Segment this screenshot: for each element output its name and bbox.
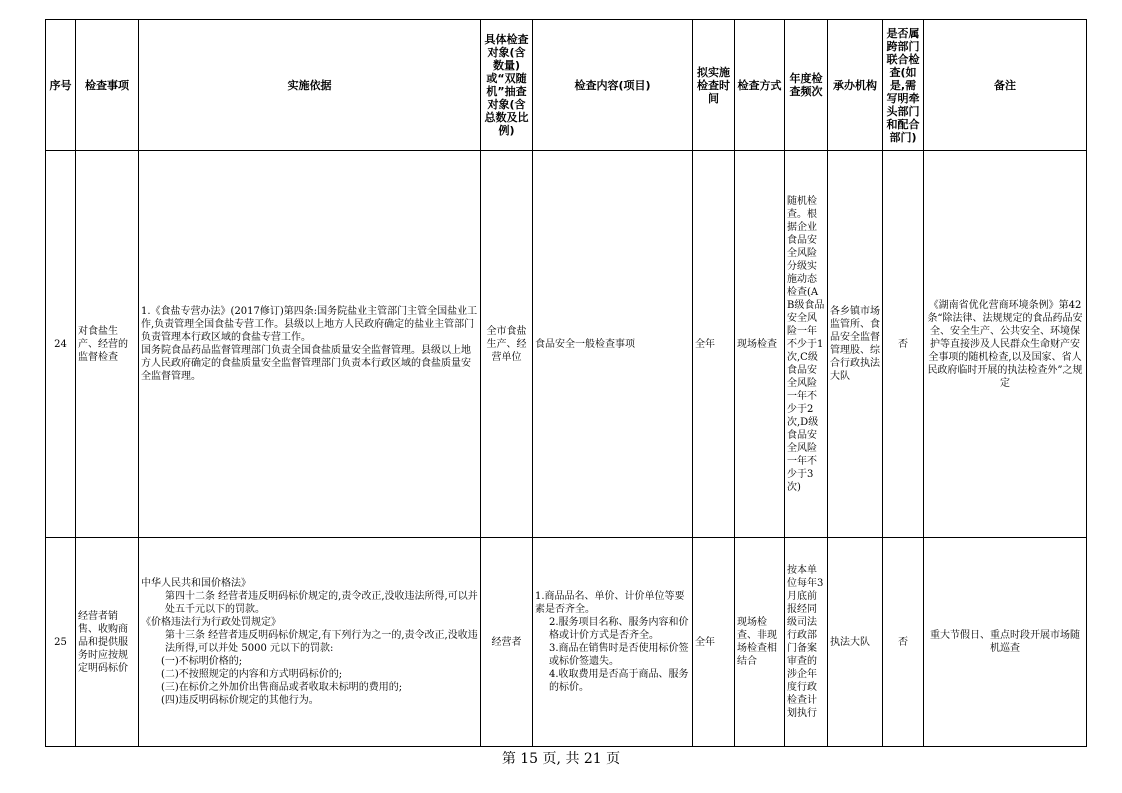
row-content <box>533 538 693 747</box>
basis-line: (四)违反明码标价规定的其他行为。 <box>161 695 319 706</box>
row-method: 现场检查 <box>735 151 785 538</box>
table-row <box>46 151 1087 538</box>
row-basis <box>139 151 481 538</box>
page-number: 第 15 页, 共 21 页 <box>501 751 621 767</box>
basis-line: 《价格违法行为行政处罚规定》 <box>141 617 281 628</box>
header-remark: 备注 <box>924 20 1087 151</box>
row-joint: 否 <box>883 151 924 538</box>
row-remark: 《湖南省优化营商环境条例》第42条“除法律、法规规定的食品药品安全、安全生产、公共安全、环境保护等直接涉及人民群众生命财产安全事项的随机检查,以及国家、省人民政府临时开展的执法检查外”之规定 <box>924 151 1087 538</box>
row-no: 25 <box>46 538 76 747</box>
basis-line: 1.《食盐专营办法》(2017修订)第四条:国务院盐业主管部门主管全国盐业工作,负责管理全国食盐专营工作。县级以上地方人民政府确定的盐业主管部门负责管理本行政区域的食盐专营工作。 <box>141 306 478 343</box>
basis-line: (一)不标明价格的; <box>161 656 243 667</box>
row-item: 对食盐生产、经营的监督检查 <box>76 151 139 538</box>
basis-line: 中华人民共和国价格法》 <box>141 578 251 589</box>
basis-line: 国务院食品药品监督管理部门负责全国食盐质量安全监督管理。县级以上地方人民政府确定的食盐质量安全监督管理部门负责本行政区域的食盐质量安全监督管理。 <box>141 345 471 382</box>
header-item: 检查事项 <box>76 20 139 151</box>
row-agency: 各乡镇市场监管所、食品安全监督管理股、综合行政执法大队 <box>828 151 883 538</box>
header-row <box>46 20 1087 151</box>
basis-line: (二)不按照规定的内容和方式明码标价的; <box>161 669 343 680</box>
row-time: 全年 <box>693 151 735 538</box>
content-line: 1.商品品名、单价、计价单位等要素是否齐全。 <box>535 591 685 615</box>
row-time: 全年 <box>693 538 735 747</box>
basis-line: (三)在标价之外加价出售商品或者收取未标明的费用的; <box>161 682 403 693</box>
header-time: 拟实施检查时间 <box>693 20 735 151</box>
header-method: 检查方式 <box>735 20 785 151</box>
row-method: 现场检查、非现场检查相结合 <box>735 538 785 747</box>
inspection-table <box>45 19 1087 747</box>
row-agency: 执法大队 <box>828 538 883 747</box>
row-item: 经营者销售、收购商品和提供服务时应按规定明码标价 <box>76 538 139 747</box>
header-joint: 是否属跨部门联合检查(如是,需写明牵头部门和配合部门) <box>883 20 924 151</box>
row-basis <box>139 538 481 747</box>
header-frequency: 年度检查频次 <box>785 20 828 151</box>
row-frequency: 随机检查。根据企业食品安全风险分级实施动态检查(AB级食品安全风险一年不少于1次,C级食品安全风险一年不少于2次,D级食品安全风险一年不少于3次) <box>785 151 828 538</box>
row-target: 经营者 <box>481 538 533 747</box>
row-target: 全市食盐生产、经营单位 <box>481 151 533 538</box>
content-line: 食品安全一般检查事项 <box>535 338 635 350</box>
row-no: 24 <box>46 151 76 538</box>
content-line: 3.商品在销售时是否使用标价签或标价签遗失。 <box>549 643 689 667</box>
header-agency: 承办机构 <box>828 20 883 151</box>
header-no: 序号 <box>46 20 76 151</box>
row-remark: 重大节假日、重点时段开展市场随机巡查 <box>924 538 1087 747</box>
header-content: 检查内容(项目) <box>533 20 693 151</box>
basis-line: 第四十二条 经营者违反明码标价规定的,责令改正,没收违法所得,可以并处五千元以下的罚款。 <box>165 591 478 615</box>
basis-line: 第十三条 经营者违反明码标价规定,有下列行为之一的,责令改正,没收违法所得,可以并处 5000 元以下的罚款: <box>165 630 478 654</box>
content-line: 4.收取费用是否高于商品、服务的标价。 <box>549 669 689 693</box>
header-target: 具体检查对象(含数量)或“双随机”抽查对象(含总数及比例) <box>481 20 533 151</box>
row-frequency: 按本单位每年3月底前报经同级司法行政部门备案审查的涉企年度行政检查计划执行 <box>785 538 828 747</box>
row-joint: 否 <box>883 538 924 747</box>
row-content <box>533 151 693 538</box>
header-basis: 实施依据 <box>139 20 481 151</box>
table-row <box>46 538 1087 747</box>
content-line: 2.服务项目名称、服务内容和价格或计价方式是否齐全。 <box>549 617 689 641</box>
